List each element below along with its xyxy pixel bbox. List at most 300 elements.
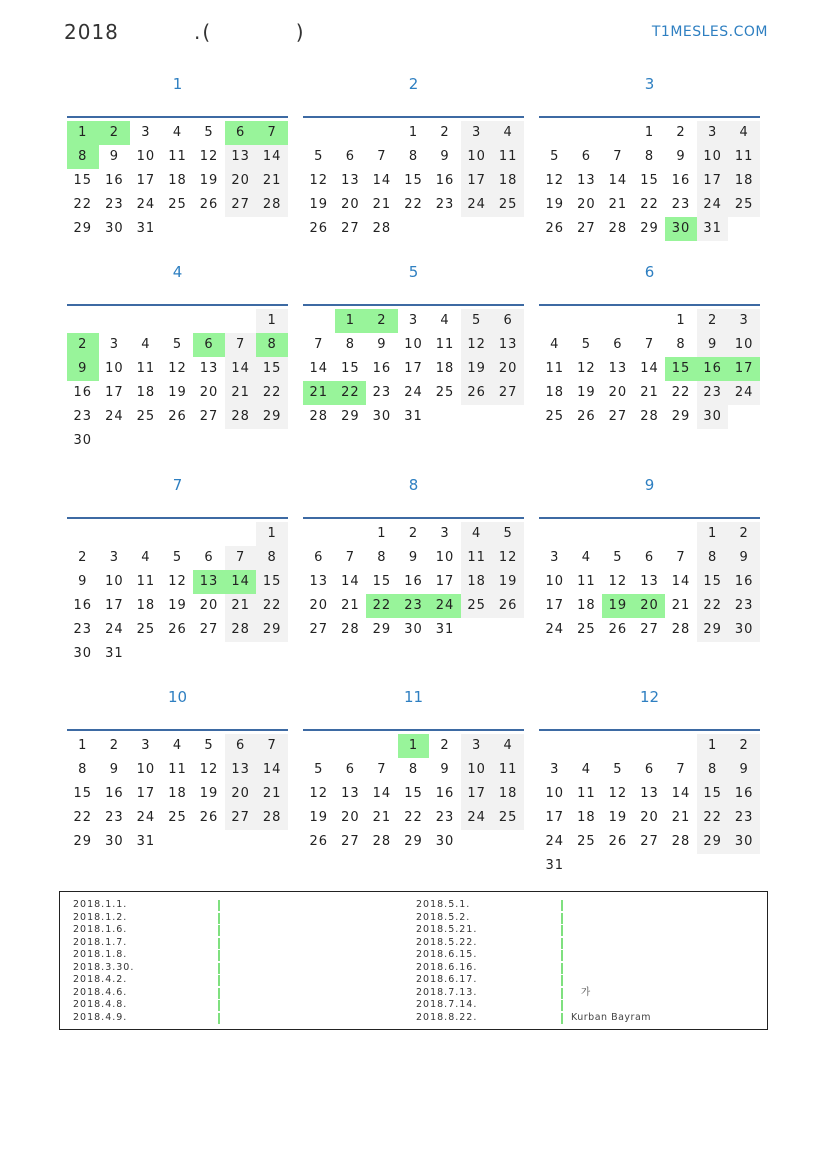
day-cell: 21 xyxy=(372,197,392,212)
holiday-date: 2018.1.2. xyxy=(73,911,128,923)
empty-cell xyxy=(193,309,225,333)
empty-cell xyxy=(571,854,603,878)
week-row xyxy=(539,734,760,758)
day-cell: 7 xyxy=(225,546,257,570)
empty-cell xyxy=(67,522,99,546)
day-cell: 5 xyxy=(204,738,214,753)
holiday-row xyxy=(73,924,403,937)
day-cell: 11 xyxy=(435,337,455,352)
day-cell: 21 xyxy=(608,197,628,212)
day-cell: 11 xyxy=(545,361,565,376)
month-title: 3 xyxy=(644,75,655,93)
empty-cell xyxy=(665,854,697,878)
day-cell: 27 xyxy=(225,193,257,217)
day-cell: 14 xyxy=(341,574,360,589)
empty-cell xyxy=(492,618,524,642)
holiday-row xyxy=(73,987,403,1000)
day-cell: 29 xyxy=(640,221,659,236)
empty-cell xyxy=(193,217,225,241)
day-cell: 25 xyxy=(136,409,156,424)
week-row xyxy=(539,806,760,830)
day-cell: 18 xyxy=(545,385,565,400)
holiday-date: 2018.1.8. xyxy=(73,949,128,960)
holiday-marker xyxy=(561,1013,563,1024)
holiday-row xyxy=(73,899,403,912)
week-row xyxy=(539,357,760,381)
day-grid xyxy=(539,121,760,241)
day-cell: 12 xyxy=(168,361,187,376)
week-row xyxy=(67,546,288,570)
month-title: 1 xyxy=(172,75,183,93)
day-cell: 4 xyxy=(728,121,760,145)
week-row xyxy=(303,145,524,169)
day-cell: 3 xyxy=(408,313,419,328)
day-cell: 1 xyxy=(676,313,686,328)
day-cell: 11 xyxy=(577,786,596,801)
week-row xyxy=(303,381,524,405)
day-cell: 28 xyxy=(225,618,257,642)
empty-cell xyxy=(634,522,666,546)
week-row xyxy=(303,782,524,806)
day-cell: 9 xyxy=(728,758,760,782)
day-cell: 24 xyxy=(461,193,493,217)
week-row xyxy=(539,854,760,878)
empty-cell xyxy=(366,121,398,145)
holiday-marker xyxy=(561,988,563,999)
day-cell: 13 xyxy=(640,786,659,801)
day-cell: 4 xyxy=(172,125,183,140)
day-cell: 26 xyxy=(492,594,524,618)
month-8 xyxy=(303,475,524,637)
month-title: 9 xyxy=(644,476,655,494)
day-cell: 29 xyxy=(697,830,729,854)
day-cell: 22 xyxy=(256,594,288,618)
day-cell: 8 xyxy=(256,333,288,357)
day-cell: 8 xyxy=(644,149,655,164)
day-cell: 7 xyxy=(225,333,257,357)
day-cell: 18 xyxy=(168,786,187,801)
day-cell: 21 xyxy=(256,782,288,806)
day-cell: 7 xyxy=(644,337,655,352)
day-cell: 1 xyxy=(697,522,729,546)
holiday-marker xyxy=(218,1013,220,1024)
week-row xyxy=(67,594,288,618)
week-row xyxy=(303,830,524,854)
day-cell: 4 xyxy=(581,550,591,565)
week-row xyxy=(67,734,288,758)
day-cell: 6 xyxy=(225,121,257,145)
day-cell: 23 xyxy=(372,385,392,400)
month-title: 6 xyxy=(644,263,655,281)
holiday-date: 2018.5.1. xyxy=(416,899,471,910)
day-cell: 27 xyxy=(341,221,360,236)
day-cell: 22 xyxy=(640,197,659,212)
week-row xyxy=(67,333,288,357)
month-rule xyxy=(303,729,524,731)
month-4 xyxy=(67,262,288,448)
week-row xyxy=(303,618,524,642)
holiday-list-right xyxy=(416,899,746,1024)
empty-cell xyxy=(461,405,493,429)
empty-cell xyxy=(461,217,493,241)
day-cell: 8 xyxy=(408,762,419,777)
month-rule xyxy=(67,729,288,731)
month-3 xyxy=(539,74,760,236)
day-cell: 14 xyxy=(256,758,288,782)
holiday-marker xyxy=(218,900,220,911)
day-cell: 22 xyxy=(73,810,93,825)
empty-cell xyxy=(193,522,225,546)
empty-cell xyxy=(461,830,493,854)
day-cell: 6 xyxy=(644,550,655,565)
day-grid xyxy=(67,121,288,241)
title-suffix: .( ) xyxy=(194,20,306,44)
day-cell: 19 xyxy=(577,385,596,400)
holiday-date: 2018.1.1. xyxy=(73,899,128,910)
holiday-date: 2018.5.22. xyxy=(416,936,478,948)
day-cell: 11 xyxy=(136,361,156,376)
day-cell: 31 xyxy=(404,409,423,424)
day-cell: 10 xyxy=(136,762,156,777)
week-row xyxy=(303,594,524,618)
day-cell: 9 xyxy=(728,546,760,570)
day-cell: 30 xyxy=(105,221,124,236)
day-cell: 2 xyxy=(697,309,729,333)
day-grid xyxy=(303,309,524,429)
empty-cell xyxy=(461,618,493,642)
empty-cell xyxy=(99,429,131,453)
day-cell: 22 xyxy=(404,810,423,825)
holiday-row xyxy=(416,899,746,912)
empty-cell xyxy=(162,830,194,854)
day-grid xyxy=(539,734,760,878)
week-row xyxy=(303,193,524,217)
week-row xyxy=(539,309,760,333)
day-cell: 9 xyxy=(109,149,119,164)
day-cell: 29 xyxy=(73,834,93,849)
day-cell: 3 xyxy=(141,125,151,140)
empty-cell xyxy=(539,121,571,145)
holiday-marker xyxy=(218,925,220,936)
day-cell: 25 xyxy=(492,806,524,830)
holiday-date: 2018.5.2. xyxy=(416,911,471,923)
day-cell: 21 xyxy=(225,381,257,405)
day-cell: 30 xyxy=(665,217,697,241)
holiday-row xyxy=(416,1012,746,1025)
day-cell: 16 xyxy=(697,357,729,381)
week-row xyxy=(67,405,288,429)
week-row xyxy=(303,522,524,546)
day-cell: 3 xyxy=(728,309,760,333)
day-cell: 12 xyxy=(461,333,493,357)
day-cell: 9 xyxy=(78,574,88,589)
day-cell: 10 xyxy=(136,149,156,164)
empty-cell xyxy=(303,522,335,546)
empty-cell xyxy=(256,217,288,241)
day-cell: 3 xyxy=(550,550,560,565)
day-cell: 29 xyxy=(697,618,729,642)
holiday-date: 2018.6.16. xyxy=(416,961,478,973)
month-11 xyxy=(303,687,524,849)
day-cell: 20 xyxy=(309,598,329,613)
day-cell: 26 xyxy=(577,409,596,424)
week-row xyxy=(67,830,288,854)
week-row xyxy=(539,193,760,217)
week-row xyxy=(67,806,288,830)
day-cell: 28 xyxy=(256,806,288,830)
week-row xyxy=(303,121,524,145)
week-row xyxy=(539,217,760,241)
day-cell: 26 xyxy=(168,409,187,424)
day-cell: 19 xyxy=(199,173,219,188)
empty-cell xyxy=(225,830,257,854)
day-cell: 3 xyxy=(109,337,119,352)
day-cell: 28 xyxy=(372,834,392,849)
day-cell: 15 xyxy=(256,357,288,381)
day-cell: 9 xyxy=(697,333,729,357)
empty-cell xyxy=(99,309,131,333)
empty-cell xyxy=(335,522,367,546)
week-row xyxy=(303,169,524,193)
day-cell: 12 xyxy=(168,574,187,589)
day-cell: 8 xyxy=(676,337,686,352)
day-cell: 18 xyxy=(435,361,455,376)
day-cell: 7 xyxy=(377,149,387,164)
day-cell: 5 xyxy=(461,309,493,333)
empty-cell xyxy=(130,429,162,453)
day-cell: 20 xyxy=(199,385,219,400)
empty-cell xyxy=(539,734,571,758)
holiday-marker xyxy=(218,975,220,986)
day-cell: 3 xyxy=(461,734,493,758)
day-cell: 3 xyxy=(550,762,560,777)
empty-cell xyxy=(571,734,603,758)
day-cell: 28 xyxy=(640,409,659,424)
year-title: 2018 xyxy=(64,20,119,44)
day-cell: 14 xyxy=(225,357,257,381)
day-cell: 5 xyxy=(550,149,560,164)
week-row xyxy=(539,758,760,782)
day-cell: 7 xyxy=(256,121,288,145)
day-cell: 16 xyxy=(105,173,124,188)
week-row xyxy=(67,570,288,594)
day-cell: 25 xyxy=(577,834,596,849)
week-row xyxy=(67,642,288,666)
day-cell: 22 xyxy=(256,381,288,405)
day-cell: 1 xyxy=(67,121,99,145)
empty-cell xyxy=(602,121,634,145)
day-cell: 7 xyxy=(314,337,324,352)
day-cell: 5 xyxy=(172,550,183,565)
holiday-row xyxy=(73,999,403,1012)
month-rule xyxy=(539,729,760,731)
day-cell: 3 xyxy=(697,121,729,145)
empty-cell xyxy=(225,217,257,241)
day-cell: 23 xyxy=(728,806,760,830)
day-cell: 13 xyxy=(193,570,225,594)
month-rule xyxy=(67,304,288,306)
empty-cell xyxy=(256,830,288,854)
day-cell: 15 xyxy=(640,173,659,188)
day-cell: 5 xyxy=(613,762,623,777)
day-cell: 9 xyxy=(440,149,450,164)
week-row xyxy=(303,217,524,241)
day-cell: 2 xyxy=(440,738,450,753)
day-cell: 23 xyxy=(73,409,93,424)
day-cell: 22 xyxy=(73,197,93,212)
empty-cell xyxy=(225,309,257,333)
holiday-marker xyxy=(561,938,563,949)
day-cell: 25 xyxy=(168,197,187,212)
day-grid xyxy=(303,734,524,854)
day-cell: 19 xyxy=(168,385,187,400)
week-row xyxy=(303,309,524,333)
week-row xyxy=(303,806,524,830)
holiday-marker xyxy=(561,1000,563,1011)
day-cell: 5 xyxy=(172,337,183,352)
day-cell: 25 xyxy=(435,385,455,400)
day-cell: 4 xyxy=(141,550,151,565)
month-title: 2 xyxy=(408,75,419,93)
day-cell: 21 xyxy=(303,381,335,405)
empty-cell xyxy=(303,121,335,145)
day-cell: 4 xyxy=(550,337,560,352)
day-cell: 15 xyxy=(341,361,360,376)
day-cell: 19 xyxy=(545,197,565,212)
day-cell: 30 xyxy=(697,405,729,429)
day-cell: 18 xyxy=(136,598,156,613)
day-cell: 28 xyxy=(309,409,329,424)
empty-cell xyxy=(665,734,697,758)
day-cell: 15 xyxy=(256,570,288,594)
month-title: 10 xyxy=(167,688,188,706)
day-cell: 29 xyxy=(372,622,392,637)
day-cell: 12 xyxy=(199,149,219,164)
day-cell: 13 xyxy=(577,173,596,188)
day-cell: 4 xyxy=(440,313,450,328)
empty-cell xyxy=(429,405,461,429)
day-cell: 22 xyxy=(335,381,367,405)
day-cell: 2 xyxy=(408,526,419,541)
day-cell: 26 xyxy=(199,197,219,212)
month-12 xyxy=(539,687,760,873)
day-cell: 10 xyxy=(435,550,455,565)
day-cell: 27 xyxy=(608,409,628,424)
day-cell: 1 xyxy=(408,125,419,140)
day-cell: 11 xyxy=(461,546,493,570)
page-header xyxy=(64,20,768,50)
day-cell: 1 xyxy=(644,125,655,140)
day-cell: 1 xyxy=(256,522,288,546)
day-cell: 10 xyxy=(697,145,729,169)
month-1 xyxy=(67,74,288,236)
holiday-row xyxy=(73,974,403,987)
day-grid xyxy=(303,522,524,642)
empty-cell xyxy=(602,309,634,333)
day-cell: 18 xyxy=(461,570,493,594)
empty-cell xyxy=(193,830,225,854)
day-cell: 31 xyxy=(136,834,156,849)
week-row xyxy=(67,145,288,169)
day-cell: 23 xyxy=(73,622,93,637)
month-5 xyxy=(303,262,524,424)
holiday-marker xyxy=(218,988,220,999)
holiday-marker xyxy=(218,938,220,949)
day-cell: 20 xyxy=(608,385,628,400)
day-cell: 5 xyxy=(581,337,591,352)
day-cell: 20 xyxy=(634,594,666,618)
holiday-date: 2018.6.15. xyxy=(416,949,478,960)
day-cell: 21 xyxy=(671,810,691,825)
day-cell: 6 xyxy=(314,550,324,565)
empty-cell xyxy=(303,734,335,758)
day-cell: 15 xyxy=(404,786,423,801)
holiday-date: 2018.5.21. xyxy=(416,924,478,935)
day-cell: 18 xyxy=(136,385,156,400)
holiday-date: 2018.4.2. xyxy=(73,974,128,985)
day-grid xyxy=(303,121,524,241)
day-cell: 27 xyxy=(492,381,524,405)
empty-cell xyxy=(697,854,729,878)
day-cell: 16 xyxy=(671,173,691,188)
month-title: 5 xyxy=(408,263,419,281)
month-rule xyxy=(539,304,760,306)
day-cell: 8 xyxy=(67,145,99,169)
holiday-row xyxy=(73,937,403,950)
week-row xyxy=(67,217,288,241)
week-row xyxy=(539,145,760,169)
day-cell: 6 xyxy=(345,149,355,164)
day-cell: 16 xyxy=(404,574,423,589)
week-row xyxy=(303,405,524,429)
day-cell: 11 xyxy=(492,145,524,169)
day-cell: 21 xyxy=(256,169,288,193)
day-cell: 6 xyxy=(492,309,524,333)
day-cell: 19 xyxy=(492,570,524,594)
day-cell: 20 xyxy=(341,810,360,825)
empty-cell xyxy=(571,121,603,145)
day-cell: 17 xyxy=(435,574,455,589)
day-cell: 6 xyxy=(204,550,214,565)
day-cell: 14 xyxy=(372,786,392,801)
day-cell: 8 xyxy=(697,758,729,782)
day-cell: 6 xyxy=(225,734,257,758)
holiday-date: 2018.8.22. xyxy=(416,1011,478,1023)
empty-cell xyxy=(602,854,634,878)
day-cell: 11 xyxy=(168,762,187,777)
holiday-marker xyxy=(561,900,563,911)
day-cell: 23 xyxy=(435,810,455,825)
day-cell: 16 xyxy=(73,598,93,613)
brand-logo[interactable]: T1MESLES.COM xyxy=(651,24,768,40)
holiday-row xyxy=(416,987,746,1000)
day-cell: 18 xyxy=(577,598,596,613)
empty-cell xyxy=(634,309,666,333)
day-cell: 17 xyxy=(461,169,493,193)
empty-cell xyxy=(571,522,603,546)
day-cell: 25 xyxy=(577,622,596,637)
week-row xyxy=(67,782,288,806)
week-row xyxy=(67,758,288,782)
day-cell: 8 xyxy=(78,762,88,777)
day-cell: 20 xyxy=(225,169,257,193)
day-cell: 12 xyxy=(608,574,628,589)
day-cell: 9 xyxy=(440,762,450,777)
day-cell: 17 xyxy=(545,810,565,825)
day-cell: 24 xyxy=(136,810,156,825)
week-row xyxy=(539,381,760,405)
day-cell: 2 xyxy=(440,125,450,140)
